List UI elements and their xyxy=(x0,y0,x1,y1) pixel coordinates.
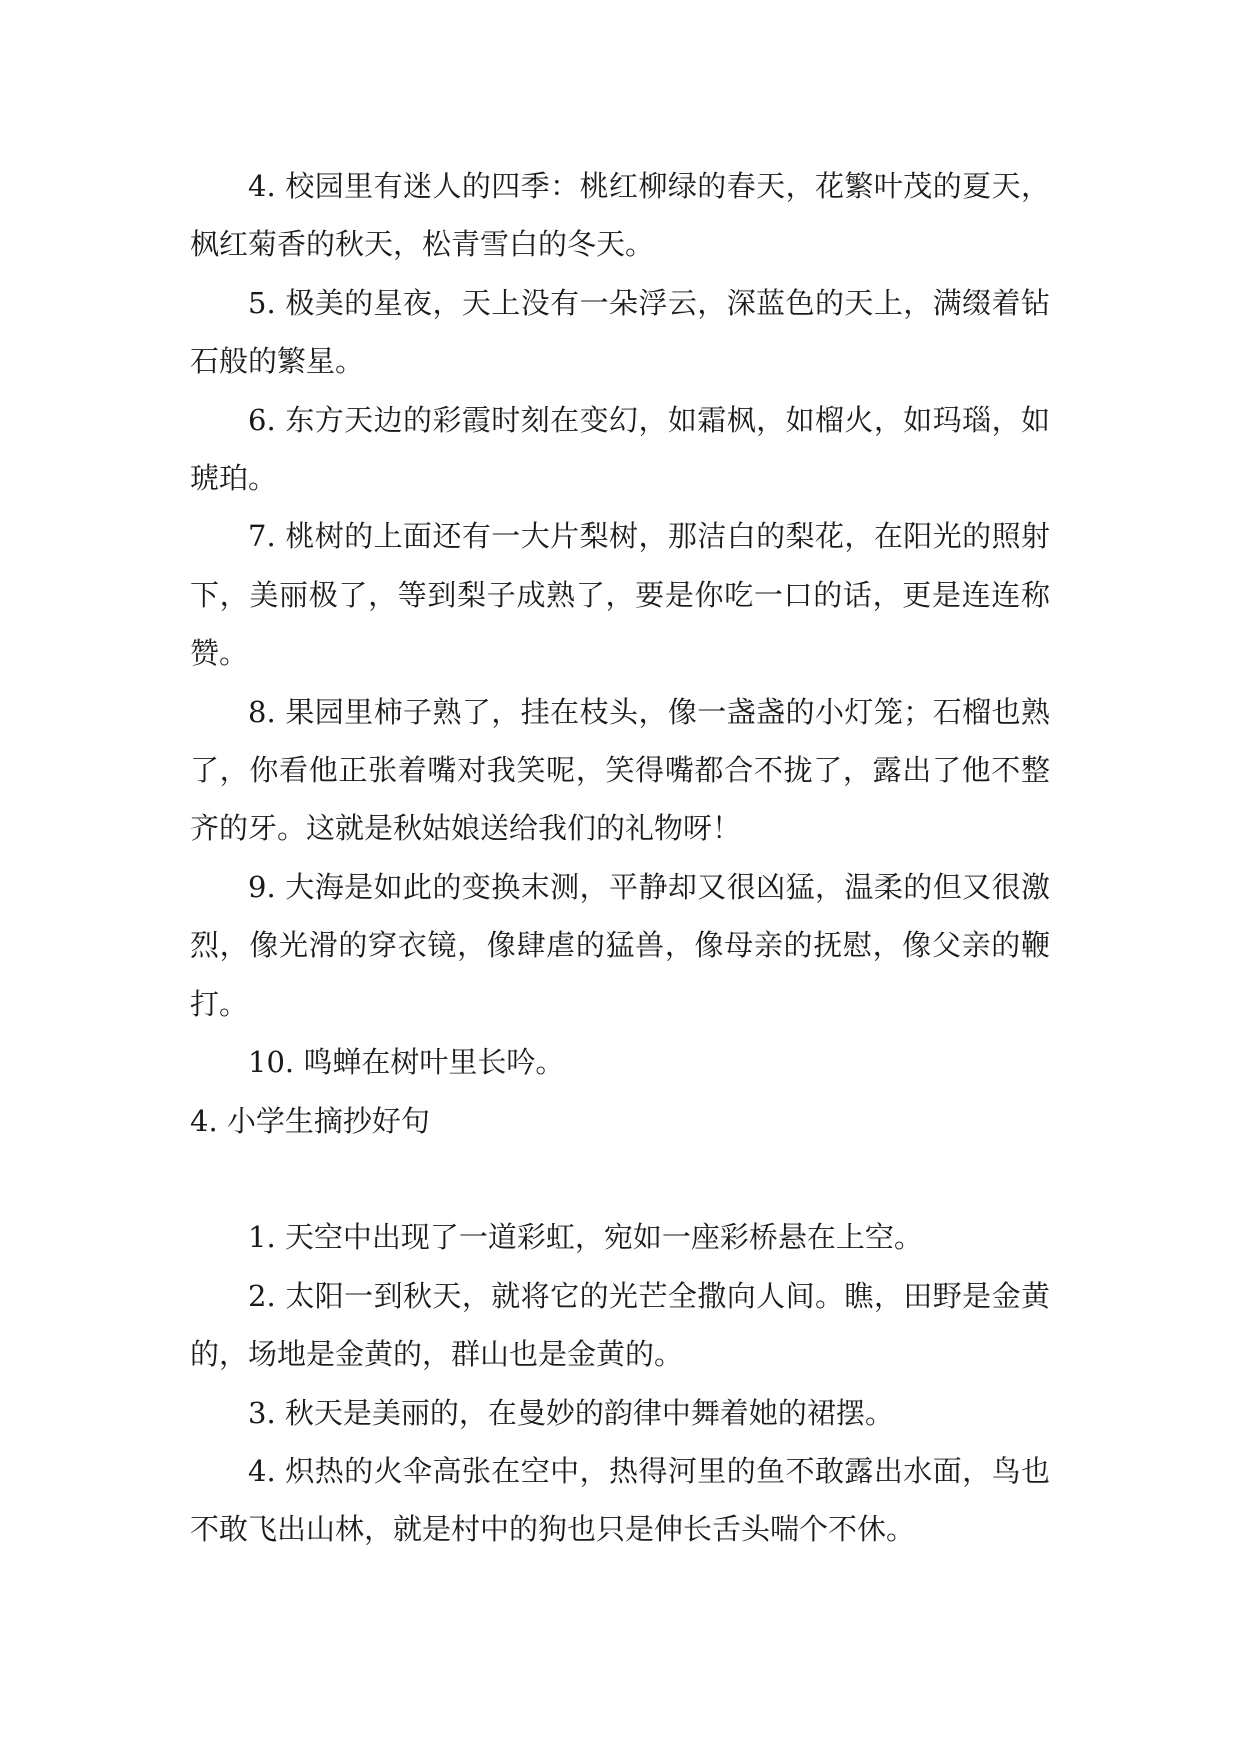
sentence-item: 8. 果园里柿子熟了，挂在枝头，像一盏盏的小灯笼；石榴也熟了，你看他正张着嘴对我笑呢，笑得嘴都合不拢了，露出了他不整齐的牙。这就是秋姑娘送给我们的礼物呀！ xyxy=(190,694,1050,846)
sentence-item: 9. 大海是如此的变换末测，平静却又很凶猛，温柔的但又很激烈，像光滑的穿衣镜，像肆虐的猛兽，像母亲的抚慰，像父亲的鞭打。 xyxy=(190,869,1050,1021)
sentence-item: 1. 天空中出现了一道彩虹，宛如一座彩桥悬在上空。 xyxy=(248,1220,923,1255)
sentence-item: 2. 太阳一到秋天，就将它的光芒全撒向人间。瞧，田野是金黄的，场地是金黄的，群山也是金黄的。 xyxy=(190,1278,1050,1372)
sentence-item: 4. 炽热的火伞高张在空中，热得河里的鱼不敢露出水面，鸟也不敢飞出山林，就是村中的狗也只是伸长舌头喘个不休。 xyxy=(190,1453,1050,1547)
sentence-item: 4. 校园里有迷人的四季：桃红柳绿的春天，花繁叶茂的夏天，枫红菊香的秋天，松青雪白的冬天。 xyxy=(190,169,1050,262)
sentence-item: 5. 极美的星夜，天上没有一朵浮云，深蓝色的天上，满缀着钻石般的繁星。 xyxy=(190,285,1050,379)
sentence-item: 10. 鸣蝉在树叶里长吟。 xyxy=(248,1045,565,1080)
sentence-item: 7. 桃树的上面还有一大片梨树，那洁白的梨花，在阳光的照射下，美丽极了，等到梨子成熟了，要是你吃一口的话，更是连连称赞。 xyxy=(190,519,1050,671)
sentence-item: 6. 东方天边的彩霞时刻在变幻，如霜枫，如榴火，如玛瑙，如琥珀。 xyxy=(190,402,1050,496)
sentence-item: 3. 秋天是美丽的，在曼妙的韵律中舞着她的裙摆。 xyxy=(248,1395,894,1430)
section-heading: 4. 小学生摘抄好句 xyxy=(190,1103,430,1138)
document-body xyxy=(190,157,1050,1559)
